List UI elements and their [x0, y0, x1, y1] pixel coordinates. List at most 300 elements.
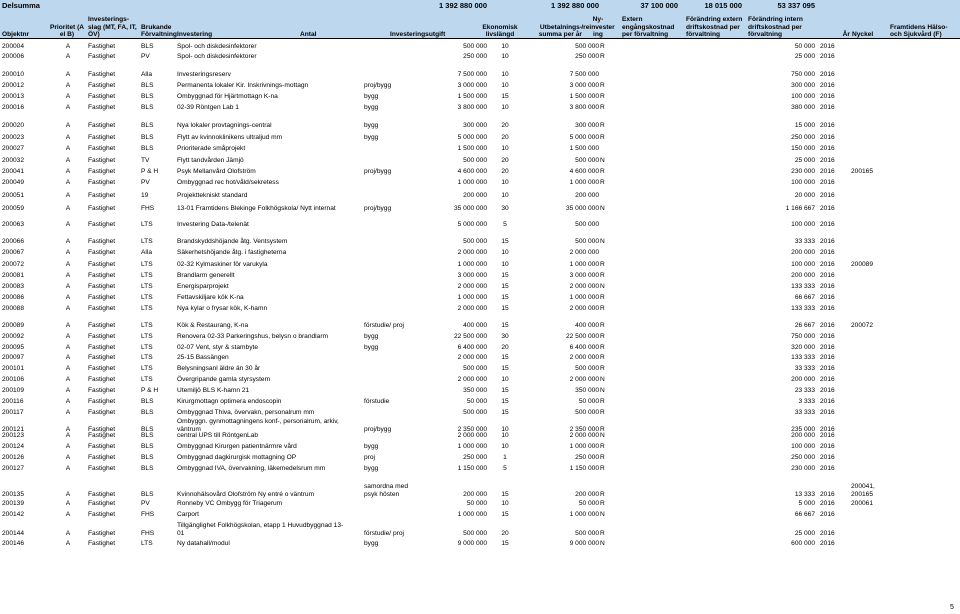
- cell-ny: N: [600, 539, 605, 547]
- table-row: [0, 498, 960, 507]
- cell-ek: 10: [501, 103, 509, 111]
- cell-fram: [930, 143, 950, 152]
- cell-antal: [364, 385, 444, 394]
- cell-ar: [851, 352, 887, 361]
- cell-slag: Fastighet: [88, 453, 116, 461]
- cell-utg: 500 000: [463, 42, 487, 50]
- cell-fint: 2016: [820, 353, 835, 361]
- table-row: [0, 481, 960, 498]
- cell-inv: Energisparprojekt: [177, 282, 229, 290]
- cell-summa: 500 000: [575, 237, 599, 245]
- cell-ar: [851, 91, 887, 100]
- cell-bruk: LTS: [141, 375, 153, 383]
- cell-ar: 200041, 200165: [851, 483, 875, 498]
- cell-ar: [851, 41, 887, 50]
- cell-prio: A: [65, 237, 71, 245]
- cell-slag: Fastighet: [88, 304, 116, 312]
- cell-fint: 2016: [820, 52, 835, 60]
- cell-ext: [626, 320, 682, 329]
- cell-slag: Fastighet: [88, 539, 116, 547]
- cell-obj: 200066: [2, 237, 25, 245]
- cell-antal: [364, 177, 444, 186]
- cell-obj: 200124: [2, 442, 25, 450]
- cell-ny: N: [600, 510, 605, 518]
- cell-fram: [930, 177, 950, 186]
- cell-ar: [851, 143, 887, 152]
- cell-bruk: BLS: [141, 431, 154, 439]
- cell-inv: Belysningsanl äldre än 30 år: [177, 364, 261, 372]
- cell-summa: 1 500 000: [569, 144, 599, 152]
- cell-utg: 35 000 000: [453, 204, 487, 212]
- cell-fext: 33 333: [794, 408, 815, 416]
- cell-obj: 200010: [2, 70, 25, 78]
- cell-ar: [851, 132, 887, 141]
- cell-fram: [930, 520, 950, 537]
- cell-fext: 26 667: [794, 321, 815, 329]
- cell-ny: R: [600, 332, 605, 340]
- cell-fram: [930, 190, 950, 199]
- cell-inv: Brandlarm generellt: [177, 271, 235, 279]
- cell-ek: 15: [501, 271, 509, 279]
- cell-slag: Fastighet: [88, 92, 116, 100]
- cell-ny: N: [600, 282, 605, 290]
- table-row: [0, 352, 960, 361]
- cell-ar: [851, 303, 887, 312]
- cell-inv: Ombyggnad dagkirurgisk mottagning OP: [177, 453, 297, 461]
- cell-ext: [626, 498, 682, 507]
- cell-obj: 200089: [2, 321, 25, 329]
- cell-antal: [364, 292, 444, 301]
- cell-utg: 250 000: [463, 52, 487, 60]
- cell-ny: R: [600, 178, 605, 186]
- cell-ar: 200061: [851, 499, 874, 507]
- cell-utg: 3 000 000: [457, 81, 487, 89]
- cell-fint: 2016: [820, 133, 835, 141]
- cell-slag: Fastighet: [88, 220, 116, 228]
- cell-ar: [851, 281, 887, 290]
- table-row: [0, 538, 960, 547]
- cell-ext: [626, 219, 682, 228]
- cell-ny: R: [600, 42, 605, 50]
- cell-utg: 2 000 000: [457, 282, 487, 290]
- cell-ny: N: [600, 156, 605, 164]
- cell-fext: 750 000: [791, 70, 815, 78]
- cell-fram: [930, 155, 950, 164]
- cell-fram: [930, 331, 950, 340]
- cell-utg: 9 000 000: [457, 539, 487, 547]
- cell-summa: 5 000 000: [569, 133, 599, 141]
- cell-antal: samordna med psyk hösten: [364, 483, 408, 498]
- cell-inv: Ombyggnad IVA, övervakning, läkemedelsrum mm: [177, 464, 326, 472]
- cell-fext: 13 333: [794, 490, 815, 498]
- cell-fext: 15 000: [794, 121, 815, 129]
- cell-ext: [626, 385, 682, 394]
- cell-slag: Fastighet: [88, 408, 116, 416]
- cell-fram: [930, 91, 950, 100]
- cell-bruk: 19: [141, 191, 149, 199]
- cell-prio: A: [65, 220, 71, 228]
- cell-ek: 10: [501, 375, 509, 383]
- cell-ext: [626, 452, 682, 461]
- table-row: [0, 407, 960, 416]
- cell-fram: [930, 452, 950, 461]
- cell-nyck: [888, 259, 958, 268]
- cell-obj: 200049: [2, 178, 25, 186]
- cell-ny: N: [600, 431, 605, 439]
- cell-nyck: [888, 498, 958, 507]
- cell-slag: Fastighet: [88, 103, 116, 111]
- cell-fint: 2016: [820, 499, 835, 507]
- cell-antal: [364, 509, 444, 518]
- cell-obj: 200086: [2, 293, 25, 301]
- cell-prio: A: [65, 191, 71, 199]
- cell-ext: [626, 331, 682, 340]
- cell-slag: Fastighet: [88, 425, 116, 433]
- cell-fint: 2016: [820, 386, 835, 394]
- cell-bruk: LTS: [141, 364, 153, 372]
- cell-ny: R: [600, 103, 605, 111]
- cell-utg: 2 000 000: [457, 431, 487, 439]
- cell-slag: Fastighet: [88, 178, 116, 186]
- cell-ek: 15: [501, 397, 509, 405]
- cell-utg: 3 000 000: [457, 271, 487, 279]
- cell-prio: A: [65, 353, 71, 361]
- cell-obj: 200059: [2, 204, 25, 212]
- cell-ny: R: [600, 397, 605, 405]
- cell-ek: 20: [501, 167, 509, 175]
- cell-fint: 2016: [820, 453, 835, 461]
- cell-summa: 1 000 000: [569, 510, 599, 518]
- cell-utg: 250 000: [463, 453, 487, 461]
- cell-slag: Fastighet: [88, 52, 116, 60]
- cell-summa: 2 350 000: [569, 425, 599, 433]
- cell-bruk: LTS: [141, 343, 153, 351]
- cell-obj: 200020: [2, 121, 25, 129]
- column-header-bruk: Brukande Förvaltning: [141, 23, 177, 38]
- cell-bruk: LTS: [141, 282, 153, 290]
- cell-obj: 200117: [2, 408, 24, 416]
- cell-fext: 50 000: [794, 42, 815, 50]
- cell-ek: 1: [503, 453, 507, 461]
- cell-slag: Fastighet: [88, 237, 116, 245]
- cell-obj: 200123: [2, 431, 25, 439]
- cell-antal: [364, 270, 444, 279]
- cell-ny: R: [600, 133, 605, 141]
- cell-ext: [626, 91, 682, 100]
- cell-ext: [626, 247, 682, 256]
- cell-prio: A: [65, 397, 71, 405]
- cell-antal: bygg: [364, 343, 379, 351]
- cell-ek: 20: [501, 133, 509, 141]
- cell-ar: [851, 331, 887, 340]
- cell-antal: proj/bygg: [364, 81, 392, 89]
- cell-utg: 2 000 000: [457, 304, 487, 312]
- cell-ar: [851, 342, 887, 351]
- cell-prio: A: [65, 364, 71, 372]
- cell-bruk: BLS: [141, 464, 154, 472]
- cell-antal: [364, 155, 444, 164]
- cell-summa: 2 000 000: [569, 375, 599, 383]
- cell-fram: [930, 385, 950, 394]
- cell-utg: 1 500 000: [457, 144, 487, 152]
- cell-fext: 20 000: [794, 191, 815, 199]
- summary-label: Delsumma: [2, 1, 40, 10]
- cell-summa: 400 000: [575, 321, 599, 329]
- cell-ny: R: [600, 167, 605, 175]
- cell-antal: bygg: [364, 464, 379, 472]
- cell-ny: R: [600, 343, 605, 351]
- cell-fint: 2016: [820, 293, 835, 301]
- table-row: [0, 236, 960, 245]
- cell-fext: 300 000: [791, 81, 815, 89]
- table-row: [0, 190, 960, 199]
- cell-fext: 66 667: [794, 293, 815, 301]
- table-row: [0, 441, 960, 450]
- cell-ar: 200165: [851, 167, 874, 175]
- cell-fint: 2016: [820, 271, 835, 279]
- cell-antal: bygg: [364, 332, 379, 340]
- cell-prio: A: [65, 332, 71, 340]
- cell-utg: 2 000 000: [457, 248, 487, 256]
- cell-summa: 350 000: [575, 386, 599, 394]
- cell-fram: [930, 69, 950, 78]
- cell-obj: 200109: [2, 386, 25, 394]
- cell-ny: [600, 143, 624, 152]
- cell-obj: 200092: [2, 332, 25, 340]
- cell-ext: [626, 363, 682, 372]
- cell-antal: bygg: [364, 103, 379, 111]
- cell-summa: 2 000 000: [569, 353, 599, 361]
- cell-ar: [851, 120, 887, 129]
- cell-fint: 2016: [820, 70, 835, 78]
- cell-fext: 1 166 667: [785, 204, 815, 212]
- cell-ny: R: [600, 408, 605, 416]
- cell-utg: 500 000: [463, 237, 487, 245]
- cell-ek: 10: [501, 144, 509, 152]
- cell-ek: 15: [501, 304, 509, 312]
- cell-summa: 1 500 000: [569, 92, 599, 100]
- cell-summa: 3 000 000: [569, 271, 599, 279]
- cell-obj: 200121: [2, 425, 25, 433]
- cell-fext: 133 333: [791, 353, 815, 361]
- table-row: [0, 80, 960, 89]
- cell-ar: [851, 363, 887, 372]
- cell-inv: Permanenta lokaler Kir. Inskrivnings-mottagn: [177, 81, 309, 89]
- cell-nyck: [888, 320, 958, 329]
- cell-ext: [626, 177, 682, 186]
- cell-bruk: Alla: [141, 248, 152, 256]
- table-row: [0, 270, 960, 279]
- cell-inv: Ombyggnad Thiva, övervakn, personalrum mm: [177, 408, 315, 416]
- cell-fint: 2016: [820, 464, 835, 472]
- cell-slag: Fastighet: [88, 42, 116, 50]
- cell-ar: [851, 292, 887, 301]
- table-row: [0, 331, 960, 340]
- cell-ext: [626, 155, 682, 164]
- cell-ext: [626, 441, 682, 450]
- cell-inv: Spol- och diskdesinfektorer: [177, 42, 257, 50]
- cell-fext: 100 000: [791, 92, 815, 100]
- cell-slag: Fastighet: [88, 70, 116, 78]
- cell-fram: [930, 342, 950, 351]
- cell-ext: [626, 259, 682, 268]
- cell-inv: Kök & Restaurang, K-na: [177, 321, 249, 329]
- cell-ar: [851, 385, 887, 394]
- cell-ny: R: [600, 464, 605, 472]
- cell-prio: A: [65, 70, 71, 78]
- cell-fext: 25 000: [794, 529, 815, 537]
- cell-bruk: P & H: [141, 167, 159, 175]
- cell-bruk: BLS: [141, 133, 154, 141]
- cell-prio: A: [65, 304, 71, 312]
- table-row: [0, 259, 960, 268]
- cell-summa: 1 000 000: [569, 260, 599, 268]
- cell-obj: 200013: [2, 92, 25, 100]
- cell-antal: [364, 143, 444, 152]
- cell-utg: 6 400 000: [457, 343, 487, 351]
- cell-summa: 300 000: [575, 121, 599, 129]
- cell-slag: Fastighet: [88, 293, 116, 301]
- cell-inv: Flytt tandvården Jämjö: [177, 156, 244, 164]
- cell-obj: 200095: [2, 343, 25, 351]
- table-row: [0, 120, 960, 129]
- cell-fram: [930, 463, 950, 472]
- cell-slag: Fastighet: [88, 260, 116, 268]
- cell-fram: [930, 374, 950, 383]
- cell-ek: 10: [501, 191, 509, 199]
- table-row: [0, 509, 960, 518]
- cell-summa: 7 500 000: [569, 70, 599, 78]
- cell-slag: Fastighet: [88, 375, 116, 383]
- table-row: [0, 463, 960, 472]
- cell-prio: A: [65, 539, 71, 547]
- cell-summa: 50 000: [578, 499, 599, 507]
- cell-bruk: P & H: [141, 386, 159, 394]
- cell-obj: 200051: [2, 191, 25, 199]
- cell-inv: central UPS till RöntgenLab: [177, 431, 259, 439]
- cell-bruk: FHS: [141, 510, 155, 518]
- cell-fext: 66 667: [794, 510, 815, 518]
- cell-summa: 2 000 000: [569, 248, 599, 256]
- cell-slag: Fastighet: [88, 81, 116, 89]
- cell-ny: N: [600, 237, 605, 245]
- cell-fint: 2016: [820, 260, 835, 268]
- cell-inv: 13-01 Framtidens Blekinge Folkhögskola/ Nytt internat: [177, 204, 336, 212]
- cell-ext: [626, 190, 682, 199]
- cell-prio: A: [65, 425, 71, 433]
- cell-fint: 2016: [820, 121, 835, 129]
- cell-fext: 230 000: [791, 464, 815, 472]
- cell-ny: R: [600, 353, 605, 361]
- cell-ek: 15: [501, 364, 509, 372]
- cell-bruk: LTS: [141, 293, 153, 301]
- cell-fext: 230 000: [791, 167, 815, 175]
- cell-ny: R: [600, 490, 605, 498]
- cell-fram: [930, 102, 950, 111]
- cell-ny: R: [600, 364, 605, 372]
- cell-ar: [851, 509, 887, 518]
- table-row: [0, 281, 960, 290]
- cell-ar: [851, 80, 887, 89]
- cell-nyck: [888, 166, 958, 175]
- cell-prio: A: [65, 271, 71, 279]
- cell-fram: [930, 270, 950, 279]
- cell-antal: [364, 190, 444, 199]
- summary-foerandring-intern-total: 53 337 095: [777, 1, 815, 10]
- cell-antal: bygg: [364, 442, 379, 450]
- cell-inv: Ombyggnad rec hot/våld/sekretess: [177, 178, 279, 186]
- cell-fint: 2016: [820, 191, 835, 199]
- cell-inv: Säkerhetshöjande åtg. i fastigheterna: [177, 248, 287, 256]
- cell-obj: 200016: [2, 103, 25, 111]
- cell-prio: A: [65, 442, 71, 450]
- table-row: [0, 396, 960, 405]
- cell-antal: [364, 247, 444, 256]
- cell-ext: [626, 509, 682, 518]
- cell-prio: A: [65, 499, 71, 507]
- cell-obj: 200127: [2, 464, 25, 472]
- cell-ar: [851, 247, 887, 256]
- cell-ek: 15: [501, 490, 509, 498]
- cell-slag: Fastighet: [88, 343, 116, 351]
- cell-obj: 200006: [2, 52, 25, 60]
- cell-fint: 2016: [820, 332, 835, 340]
- cell-utg: 2 350 000: [457, 425, 487, 433]
- cell-summa: 35 000 000: [565, 204, 599, 212]
- cell-ext: [626, 120, 682, 129]
- cell-fram: [930, 80, 950, 89]
- cell-obj: 200027: [2, 144, 25, 152]
- cell-fext: 320 000: [791, 343, 815, 351]
- cell-ek: 20: [501, 529, 509, 537]
- cell-antal: proj/bygg: [364, 204, 392, 212]
- cell-ar: [851, 407, 887, 416]
- cell-antal: [364, 51, 444, 60]
- table-row: [0, 247, 960, 256]
- table-row: [0, 363, 960, 372]
- cell-bruk: BLS: [141, 453, 154, 461]
- cell-ar: [851, 203, 887, 212]
- column-header-ny: Ny- /reinvester ing: [581, 16, 615, 38]
- cell-ext: [626, 281, 682, 290]
- cell-ar: 200089: [851, 260, 874, 268]
- cell-fram: [930, 538, 950, 547]
- cell-antal: bygg: [364, 121, 379, 129]
- cell-prio: A: [65, 408, 71, 416]
- cell-fext: 250 000: [791, 453, 815, 461]
- cell-inv: Renovera 02-33 Parkeringshus, belysn o brandlarm: [177, 332, 329, 340]
- cell-ny: R: [600, 529, 605, 537]
- cell-obj: 200067: [2, 248, 25, 256]
- cell-inv: Investeringsreserv: [177, 70, 231, 78]
- cell-bruk: BLS: [141, 81, 154, 89]
- cell-ny: R: [600, 293, 605, 301]
- cell-fext: 5 000: [798, 499, 815, 507]
- cell-ny: R: [600, 52, 605, 60]
- table-row: [0, 41, 960, 50]
- column-header-utg: Investeringsutgift: [390, 30, 446, 38]
- table-row: [0, 342, 960, 351]
- cell-inv: Ny datahall/modul: [177, 539, 230, 547]
- column-header-obj: Objektnr: [2, 30, 30, 38]
- cell-ek: 30: [501, 332, 509, 340]
- cell-ek: 15: [501, 237, 509, 245]
- cell-antal: [364, 498, 444, 507]
- cell-ext: [626, 292, 682, 301]
- cell-ny: N: [600, 204, 605, 212]
- cell-summa: 1 000 000: [569, 442, 599, 450]
- cell-prio: A: [65, 42, 71, 50]
